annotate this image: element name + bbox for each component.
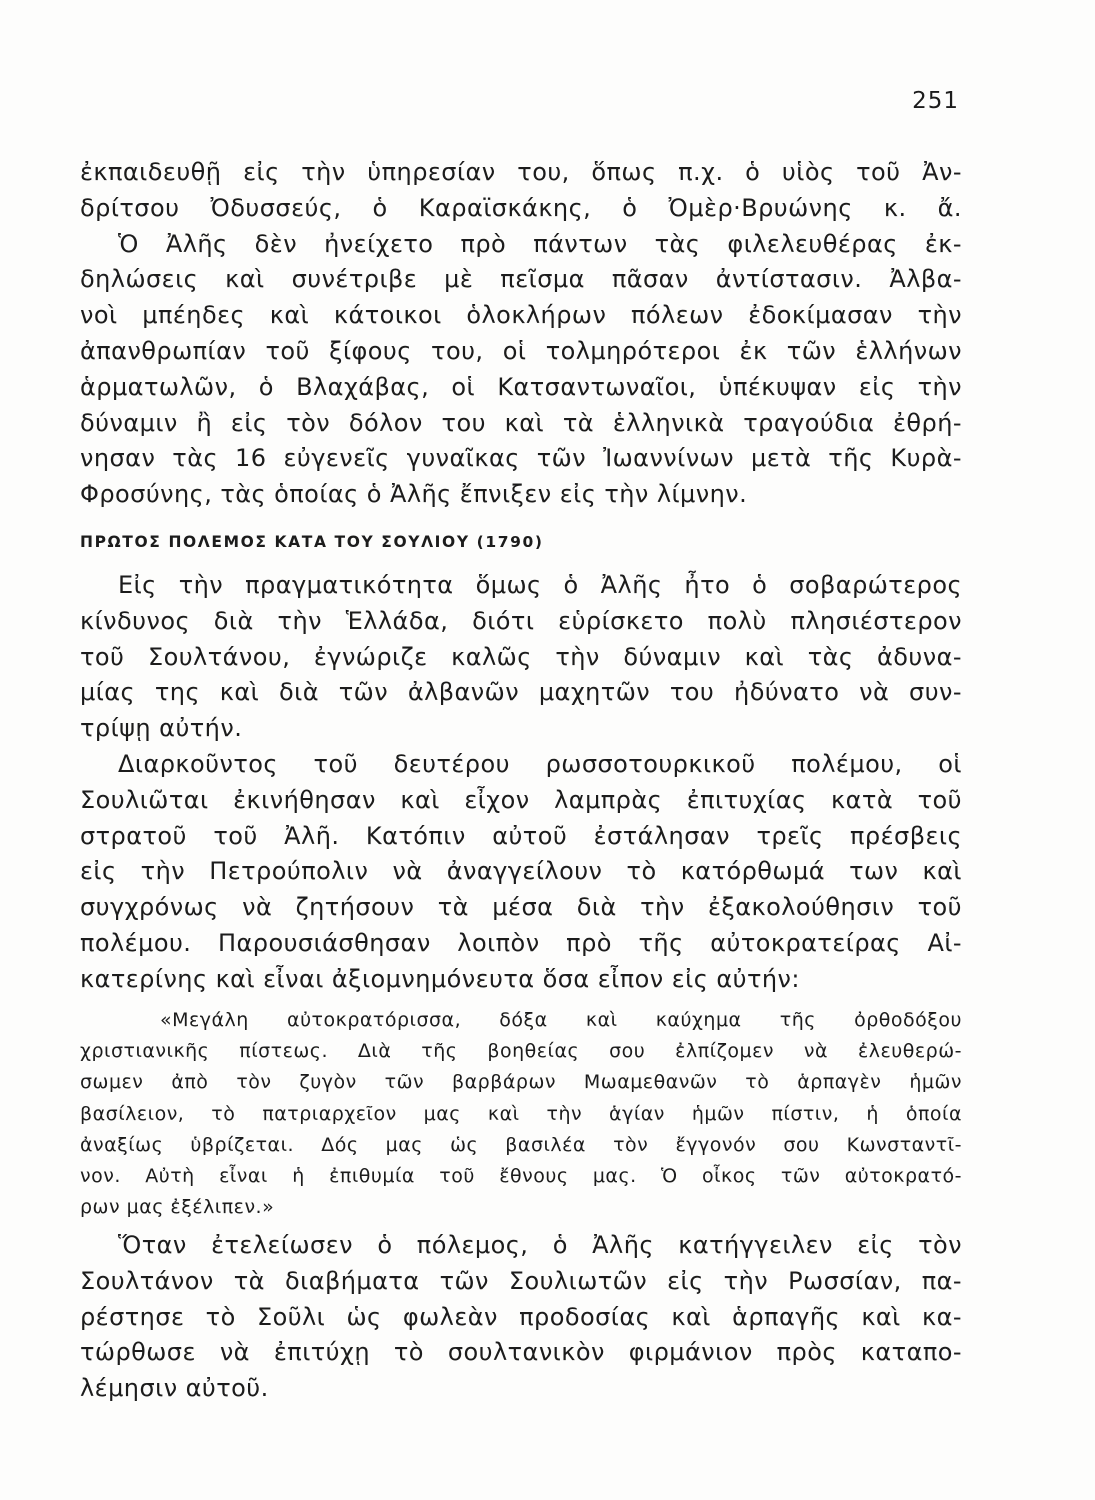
text-line: Σουλτάνον τὰ διαβήματα τῶν Σουλιωτῶν εἰς τὴν Ρωσσίαν, πα- <box>80 1266 962 1295</box>
text-line: τρίψῃ αὐτήν. <box>80 714 243 743</box>
paragraph-2 <box>80 568 962 998</box>
quote-line: σωμεν ἀπὸ τὸν ζυγὸν τῶν βαρβάρων Μωαμεθανῶν τὸ ἁρπαγὲν ἡμῶν <box>80 1071 962 1094</box>
text-line: ἁρματωλῶν, ὁ Βλαχάβας, οἱ Κατσαντωναῖοι, ὑπέκυψαν εἰς τὴν <box>80 372 962 401</box>
text-line: ἐκπαιδευθῇ εἰς τὴν ὑπηρεσίαν του, ὅπως π.χ. ὁ υἱὸς τοῦ Ἀν- <box>80 158 962 186</box>
text-line: Διαρκοῦντος τοῦ δευτέρου ρωσσοτουρκικοῦ πολέμου, οἱ <box>118 749 962 778</box>
text-line: Εἰς τὴν πραγματικότητα ὅμως ὁ Ἀλῆς ἦτο ὁ σοβαρώτερος <box>118 571 962 599</box>
text-line: πολέμου. Παρουσιάσθησαν λοιπὸν πρὸ τῆς αὐτοκρατείρας Αἰ- <box>80 928 962 957</box>
quote-line: χριστιανικῆς πίστεως. Διὰ τῆς βοηθείας σου ἐλπίζομεν νὰ ἐλευθερώ- <box>80 1040 962 1063</box>
text-line: τώρθωσε νὰ ἐπιτύχῃ τὸ σουλτανικὸν φιρμάνιον πρὸς καταπο- <box>80 1338 962 1367</box>
text-line: ρέστησε τὸ Σοῦλι ὡς φωλεὰν προδοσίας καὶ ἁρπαγῆς καὶ κα- <box>80 1302 962 1331</box>
quotation <box>80 1005 962 1223</box>
text-line: νοὶ μπέηδες καὶ κάτοικοι ὁλοκλήρων πόλεων ἐδοκίμασαν τὴν <box>80 301 962 330</box>
text-line: ἀπανθρωπίαν τοῦ ξίφους του, οἱ τολμηρότεροι ἐκ τῶν ἑλλήνων <box>80 336 962 365</box>
page-number: 251 <box>912 88 959 114</box>
quote-line: βασίλειον, τὸ πατριαρχεῖον μας καὶ τὴν ἁγίαν ἡμῶν πίστιν, ἡ ὁποία <box>80 1102 962 1125</box>
text-line: νησαν τὰς 16 εὐγενεῖς γυναῖκας τῶν Ἰωαννίνων μετὰ τῆς Κυρὰ- <box>80 444 962 473</box>
text-line: δρίτσου Ὀδυσσεύς, ὁ Καραϊσκάκης, ὁ Ὀμὲρ·Βρυώνης κ. ἄ. <box>80 193 962 222</box>
text-line: Σουλιῶται ἐκινήθησαν καὶ εἶχον λαμπρὰς ἐπιτυχίας κατὰ τοῦ <box>80 785 962 814</box>
text-line: λέμησιν αὐτοῦ. <box>80 1374 269 1403</box>
paragraph-4 <box>80 1228 962 1407</box>
text-line: στρατοῦ τοῦ Ἀλῆ. Κατόπιν αὐτοῦ ἐστάλησαν τρεῖς πρέσβεις <box>80 821 962 850</box>
text-line: Ὅταν ἐτελείωσεν ὁ πόλεμος, ὁ Ἀλῆς κατήγγειλεν εἰς τὸν <box>118 1231 962 1259</box>
text-line: Φροσύνης, τὰς ὁποίας ὁ Ἀλῆς ἔπνιξεν εἰς τὴν λίμνην. <box>80 480 748 509</box>
text-line: μίας της καὶ διὰ τῶν ἀλβανῶν μαχητῶν του ἠδύνατο νὰ συν- <box>80 678 962 707</box>
quote-line: ἀναξίως ὑβρίζεται. Δός μας ὡς βασιλέα τὸν ἔγγονόν σου Κωνσταντῖ- <box>80 1133 962 1156</box>
quote-line: νον. Αὐτὴ εἶναι ἡ ἐπιθυμία τοῦ ἔθνους μας. Ὁ οἶκος τῶν αὐτοκρατό- <box>80 1165 962 1188</box>
paragraph-1 <box>80 155 962 513</box>
text-line: κατερίνης καὶ εἶναι ἀξιομνημόνευτα ὅσα εἶπον εἰς αὐτήν: <box>80 964 800 993</box>
text-line: εἰς τὴν Πετρούπολιν νὰ ἀναγγείλουν τὸ κατόρθωμά των καὶ <box>80 857 962 886</box>
section-heading: ΠΡΩΤΟΣ ΠΟΛΕΜΟΣ ΚΑΤΑ ΤΟΥ ΣΟΥΛΙΟΥ (1790) <box>80 533 544 551</box>
text-line: κίνδυνος διὰ τὴν Ἑλλάδα, διότι εὑρίσκετο πολὺ πλησιέστερον <box>80 606 962 635</box>
text-line: δύναμιν ἢ εἰς τὸν δόλον του καὶ τὰ ἑλληνικὰ τραγούδια ἐθρή- <box>80 408 962 437</box>
quote-line: ρων μας ἐξέλιπεν.» <box>80 1196 275 1219</box>
quote-line: «Μεγάλη αὐτοκρατόρισσα, δόξα καὶ καύχημα τῆς ὀρθοδόξου <box>160 1009 962 1031</box>
text-line: τοῦ Σουλτάνου, ἐγνώριζε καλῶς τὴν δύναμιν καὶ τὰς ἀδυνα- <box>80 642 962 671</box>
text-line: δηλώσεις καὶ συνέτριβε μὲ πεῖσμα πᾶσαν ἀντίστασιν. Ἀλβα- <box>80 265 962 294</box>
text-line: Ὁ Ἀλῆς δὲν ἠνείχετο πρὸ πάντων τὰς φιλελευθέρας ἐκ- <box>118 229 962 258</box>
text-line: συγχρόνως νὰ ζητήσουν τὰ μέσα διὰ τὴν ἐξακολούθησιν τοῦ <box>80 893 962 922</box>
